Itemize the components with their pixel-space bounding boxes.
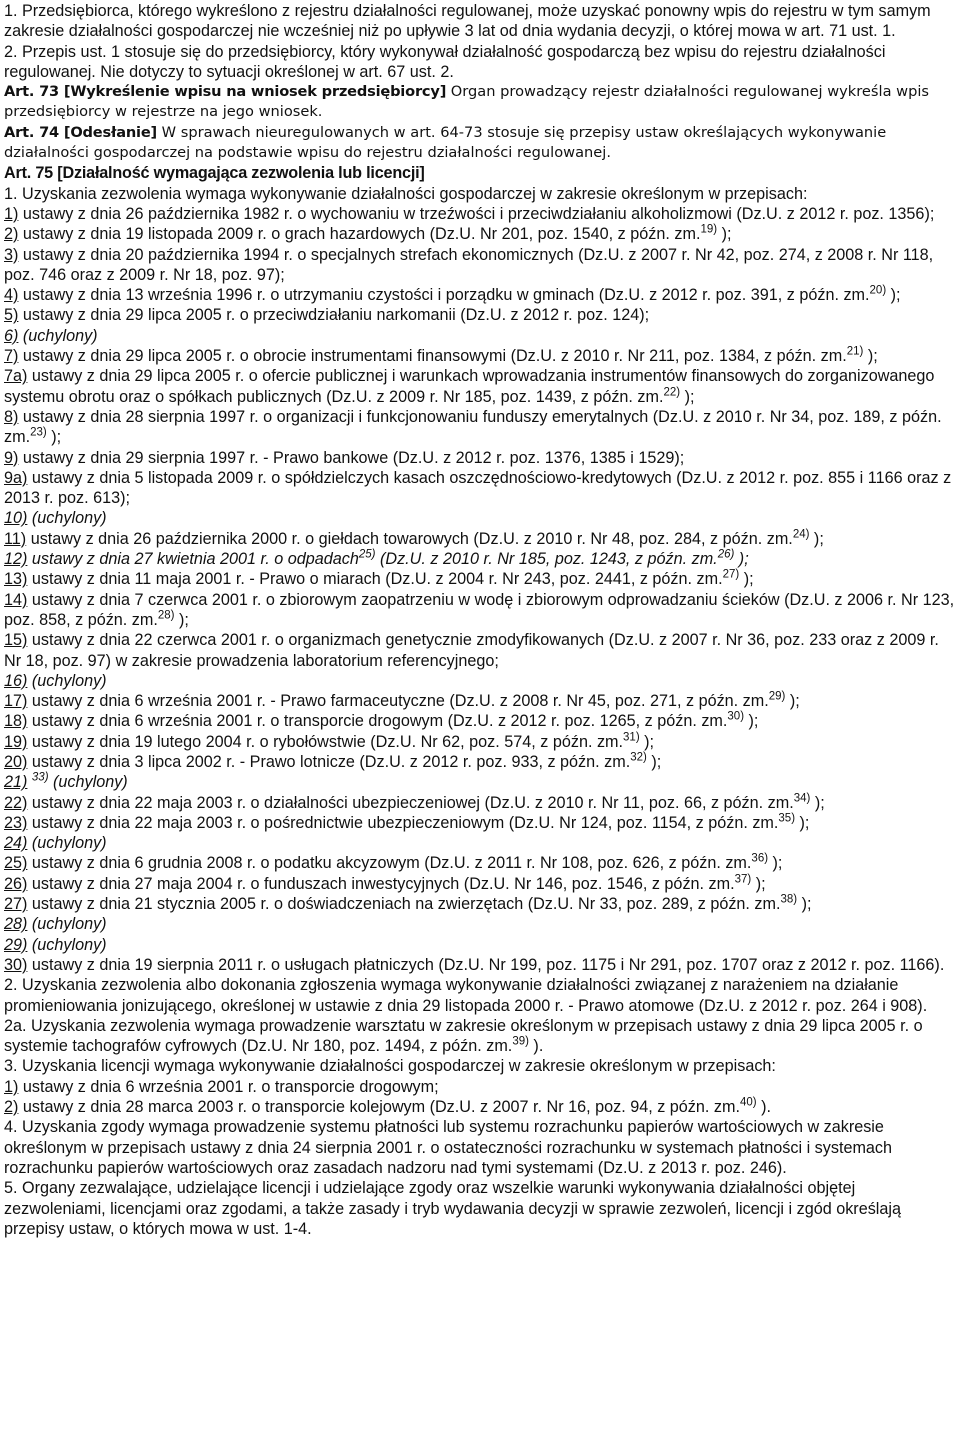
list-item-text-after: );: [768, 854, 783, 873]
list-item-text-after: );: [46, 428, 62, 447]
list-item-text: ustawy z dnia 27 kwietnia 2001 r. o odpadach: [27, 550, 359, 569]
list-item-text-after: );: [717, 225, 732, 244]
list-item-text: ustawy z dnia 6 września 2001 r. o transporcie drogowym (Dz.U. z 2012 r. poz. 1265, z późn. zm.: [27, 712, 728, 731]
list-item-text: ustawy z dnia 3 lipca 2002 r. - Prawo lotnicze (Dz.U. z 2012 r. poz. 933, z późn. zm.: [27, 752, 631, 771]
list-item-number: 16): [4, 671, 28, 690]
list-item-text: ustawy z dnia 22 czerwca 2001 r. o organizmach genetycznie zmodyfikowanych (Dz.U. z 2007 r. Nr 36, poz. 233 oraz z 2009 r. Nr 18, poz. 97) w zakresie prowadzenia laboratorium referencyjnego;: [4, 631, 939, 670]
footnote-ref: 31): [623, 731, 640, 744]
list-item-number: 12): [4, 550, 28, 569]
footnote-ref: 28): [157, 609, 175, 622]
article-75-ust-2: 2. Uzyskania zezwolenia albo dokonania zgłoszenia wymaga wykonywanie działalności związanej z narażeniem na działanie promieniowania jonizującego, określonej w ustawie z dnia 29 listopada 2000 r. - Prawo atomowe (Dz.U. z 2012 r. poz. 264 i 908).: [4, 976, 928, 1015]
list-item-text: ustawy z dnia 6 grudnia 2008 r. o podatku akcyzowym (Dz.U. z 2011 r. Nr 108, poz. 626, z późn. zm.: [27, 854, 752, 873]
article-75-ust-2a: [4, 1016, 956, 1057]
list-item: [4, 326, 956, 346]
list-item: [4, 813, 956, 833]
list-item: [4, 671, 956, 691]
list-item-number: 18): [4, 712, 28, 731]
list-item-number: 22): [4, 793, 28, 812]
list-item-text: (uchylony): [27, 509, 107, 528]
list-item-number: 28): [4, 915, 28, 934]
article-74-heading: Art. 74 [Odesłanie]: [4, 123, 158, 141]
list-item-text-after: (uchylony): [48, 773, 128, 792]
list-item: [4, 711, 956, 731]
article-75-ust-1-intro: 1. Uzyskania zezwolenia wymaga wykonywanie działalności gospodarczej w zakresie określonym w przepisach:: [4, 184, 808, 203]
list-item-text: ustawy z dnia 20 października 1994 r. o specjalnych strefach ekonomicznych (Dz.U. z 2007 r. Nr 42, poz. 274, z 2008 r. Nr 118, poz. 746 oraz z 2009 r. Nr 18, poz. 97);: [4, 245, 934, 284]
list-item: [4, 935, 956, 955]
footnote-ref: 26): [717, 548, 735, 561]
list-item-number: 3): [4, 245, 19, 264]
list-item-text-after: );: [174, 610, 189, 629]
list-item-number: 8): [4, 407, 19, 426]
list-item-text: ustawy z dnia 29 lipca 2005 r. o obrocie instrumentami finansowymi (Dz.U. z 2010 r. Nr 211, poz. 1384, z późn. zm.: [18, 347, 847, 366]
list-item-number: 23): [4, 813, 28, 832]
list-item-text-after: );: [744, 712, 759, 731]
list-item-number: 20): [4, 752, 28, 771]
list-item: [4, 752, 956, 772]
article-75-ust-4: 4. Uzyskania zgody wymaga prowadzenie systemu płatności lub systemu rozrachunku papierów wartościowych w zakresie określonym w przepisach ustawy z dnia 24 sierpnia 2001 r. o ostateczności rozrachunku w systemach płatności i systemach rozrachunku papierów wartościowych oraz zasadach nadzoru nad tymi systemami (Dz.U. z 2013 r. poz. 246).: [4, 1118, 893, 1177]
article-75-ust-1-list: [4, 204, 956, 975]
list-item-text: ustawy z dnia 28 sierpnia 1997 r. o organizacji i funkcjonowaniu funduszy emerytalnych (Dz.U. z 2010 r. Nr 34, poz. 189, z późn. zm.: [4, 407, 942, 447]
list-item: [4, 1097, 956, 1117]
footnote-ref: 34): [793, 792, 811, 805]
list-item: [4, 224, 956, 244]
list-item-number: 27): [4, 895, 28, 914]
footnote-ref: 36): [751, 853, 769, 866]
article-75-ust-3-intro: 3. Uzyskania licencji wymaga wykonywanie działalności gospodarczej w zakresie określonym w przepisach:: [4, 1057, 776, 1076]
list-item-text-after: );: [863, 347, 878, 366]
list-item-text: (uchylony): [18, 326, 98, 345]
list-item-number: 1): [4, 1077, 19, 1096]
list-item: [4, 285, 956, 305]
list-item-text-after: );: [639, 732, 655, 751]
article-75: [4, 163, 956, 183]
list-item-number: 2): [4, 1098, 19, 1117]
article-73: [4, 82, 956, 123]
list-item-number: 9a): [4, 468, 28, 487]
list-item: [4, 305, 956, 325]
list-item: [4, 630, 956, 671]
footnote-ref: 33): [31, 771, 49, 784]
list-item-text: (uchylony): [27, 935, 107, 954]
list-item-text: (uchylony): [27, 671, 107, 690]
list-item-text-after: ).: [756, 1098, 771, 1117]
list-item-number: 15): [4, 631, 28, 650]
list-item-text: ustawy z dnia 7 czerwca 2001 r. o zbiorowym zaopatrzeniu w wodę i zbiorowym odprowadzaniu ścieków (Dz.U. z 2006 r. Nr 123, poz. 858, z późn. zm.: [4, 590, 955, 629]
list-item-text: ustawy z dnia 29 lipca 2005 r. o przeciwdziałaniu narkomanii (Dz.U. z 2012 r. poz. 124);: [18, 306, 650, 325]
list-item-text: ustawy z dnia 28 marca 2003 r. o transporcie kolejowym (Dz.U. z 2007 r. Nr 16, poz. 94, z późn. zm.: [18, 1098, 740, 1117]
list-item-text: (uchylony): [27, 915, 107, 934]
list-item-text: ustawy z dnia 19 lutego 2004 r. o rybołówstwie (Dz.U. Nr 62, poz. 574, z późn. zm.: [27, 732, 624, 751]
footnote-ref: 22): [663, 386, 681, 399]
list-item: [4, 245, 956, 286]
list-item-text-after: );: [785, 692, 800, 711]
list-item: [4, 508, 956, 528]
list-item: [4, 366, 956, 407]
article-75-heading: Art. 75 [Działalność wymagająca zezwolenia lub licencji]: [4, 164, 425, 183]
footnote-ref: 23): [30, 426, 47, 439]
list-item: [4, 853, 956, 873]
list-item-text-after: (Dz.U. z 2010 r. Nr 185, poz. 1243, z późn. zm.: [375, 550, 718, 569]
list-item-text-after: );: [809, 529, 824, 548]
list-item-text: ustawy z dnia 21 stycznia 2005 r. o doświadczeniach na zwierzętach (Dz.U. Nr 33, poz. 289, z późn. zm.: [27, 895, 781, 914]
list-item-number: 25): [4, 854, 28, 873]
list-item-text-after: );: [810, 793, 825, 812]
list-item-text: (uchylony): [27, 834, 107, 853]
list-item-number: 10): [4, 509, 28, 528]
footnote-ref: 21): [846, 345, 864, 358]
list-item-number: 29): [4, 935, 28, 954]
list-item: [4, 793, 956, 813]
paragraph-ust-2: 2. Przepis ust. 1 stosuje się do przedsiębiorcy, który wykonywał działalność gospodarczą bez wpisu do rejestru działalności regulowanej. Nie dotyczy to sytuacji określonej w art. 67 ust. 2.: [4, 42, 886, 81]
list-item-text: ustawy z dnia 26 października 1982 r. o wychowaniu w trzeźwości i przeciwdziałaniu alkoholizmowi (Dz.U. z 2012 r. poz. 1356);: [18, 204, 935, 223]
list-item-number: 9): [4, 448, 19, 467]
list-item-number: 7): [4, 347, 19, 366]
footnote-ref: 24): [792, 528, 810, 541]
article-75-ust-5: 5. Organy zezwalające, udzielające licencji i udzielające zgody oraz wszelkie warunki wykonywania działalności objętej zezwoleniami, licencjami oraz zgodami, a także zasady i tryb wydawania decyzji w sprawie zezwoleń, licencji i zgód określają przepisy ustaw, o których mowa w ust. 1-4.: [4, 1179, 901, 1238]
list-item-text: ustawy z dnia 6 września 2001 r. - Prawo farmaceutyczne (Dz.U. z 2008 r. Nr 45, poz. 271, z późn. zm.: [27, 692, 769, 711]
list-item-text: ustawy z dnia 27 maja 2004 r. o funduszach inwestycyjnych (Dz.U. Nr 146, poz. 1546, z późn. zm.: [27, 874, 735, 893]
footnote-ref: 30): [727, 711, 745, 723]
footnote-ref: 29): [768, 690, 786, 703]
articles-73-74: [4, 82, 956, 163]
list-item-number: 1): [4, 204, 19, 223]
list-item: [4, 448, 956, 468]
list-item: [4, 529, 956, 549]
list-item: [4, 914, 956, 934]
list-item-text: ustawy z dnia 19 sierpnia 2011 r. o usługach płatniczych (Dz.U. Nr 199, poz. 1175 i Nr 291, poz. 1707 oraz z 2012 r. poz. 1166).: [27, 955, 945, 974]
footnote-ref: 35): [778, 812, 796, 825]
list-item-number: 13): [4, 570, 28, 589]
list-item-text: ustawy z dnia 11 maja 2001 r. - Prawo o miarach (Dz.U. z 2004 r. Nr 243, poz. 2441, z późn. zm.: [27, 570, 723, 589]
list-item: [4, 204, 956, 224]
list-item-number: 19): [4, 732, 28, 751]
list-item: [4, 772, 956, 792]
article-74: [4, 123, 956, 164]
list-item-text: ustawy z dnia 29 lipca 2005 r. o ofercie publicznej i warunkach wprowadzania instrumentów finansowych do zorganizowanego systemu obrotu oraz o spółkach publicznych (Dz.U. z 2009 r. Nr 185, poz. 1439, z późn. zm.: [4, 367, 935, 406]
list-item: [4, 1077, 956, 1097]
list-item-text: ustawy z dnia 22 maja 2003 r. o działalności ubezpieczeniowej (Dz.U. z 2010 r. Nr 11, poz. 66, z późn. zm.: [27, 793, 794, 812]
list-item-number: 5): [4, 306, 19, 325]
ust-2a-after: ).: [528, 1037, 544, 1056]
footnote-ref: 20): [869, 284, 887, 297]
footnote-ref: 25): [358, 548, 376, 561]
footnote-ref: 38): [780, 893, 798, 906]
footnote-ref: 27): [722, 568, 740, 581]
list-item-text-after: );: [886, 286, 901, 305]
list-item: [4, 346, 956, 366]
footnote-ref: 32): [630, 751, 647, 764]
list-item-text-after: );: [739, 570, 754, 589]
list-item-number: 24): [4, 834, 28, 853]
list-item-text: ustawy z dnia 13 września 1996 r. o utrzymaniu czystości i porządku w gminach (Dz.U. z 2012 r. poz. 391, z późn. zm.: [18, 286, 870, 305]
list-item-text: ustawy z dnia 19 listopada 2009 r. o grach hazardowych (Dz.U. Nr 201, poz. 1540, z późn. zm.: [18, 225, 701, 244]
article-73-body: Organ prowadzący rejestr działalności regulowanej wykreśla wpis przedsiębiorcy w rejestrze na jego wniosek.: [4, 83, 930, 121]
list-item: [4, 468, 956, 509]
footnote-ref: 37): [734, 873, 752, 886]
list-item-text: ustawy z dnia 26 października 2000 r. o giełdach towarowych (Dz.U. z 2010 r. Nr 48, poz. 284, z późn. zm.: [26, 529, 793, 548]
list-item-text-after: );: [797, 895, 812, 914]
list-item-text: ustawy z dnia 29 sierpnia 1997 r. - Prawo bankowe (Dz.U. z 2012 r. poz. 1376, 1385 i 1529);: [18, 448, 685, 467]
list-item-number: 2): [4, 225, 19, 244]
list-item: [4, 955, 956, 975]
list-item-number: 14): [4, 590, 28, 609]
list-item-number: 26): [4, 874, 28, 893]
list-item-text: ustawy z dnia 6 września 2001 r. o transporcie drogowym;: [18, 1077, 439, 1096]
list-item-text-after: );: [646, 752, 662, 771]
list-item-text-after: );: [734, 550, 749, 569]
ust-2a-text: 2a. Uzyskania zezwolenia wymaga prowadzenie warsztatu w zakresie określonym w przepisach ustawy z dnia 29 lipca 2005 r. o systemie tachografów cyfrowych (Dz.U. Nr 180, poz. 1494, z późn. zm.: [4, 1016, 923, 1056]
list-item-number: 4): [4, 286, 19, 305]
list-item: [4, 590, 956, 631]
footnote-ref: 40): [739, 1096, 757, 1109]
list-item-number: 11): [4, 529, 27, 548]
list-item-text-after: );: [795, 813, 810, 832]
list-item-number: 30): [4, 955, 28, 974]
list-item-number: 6): [4, 326, 19, 345]
list-item-number: 17): [4, 692, 28, 711]
list-item: [4, 833, 956, 853]
list-item: [4, 549, 956, 569]
article-75-ust-3-list: [4, 1077, 956, 1118]
list-item-text-after: );: [680, 387, 695, 406]
list-item-text: ustawy z dnia 5 listopada 2009 r. o spółdzielczych kasach oszczędnościowo-kredytowych (Dz.U. z 2012 r. poz. 855 i 1166 oraz z 2013 r. poz. 613);: [4, 468, 952, 508]
footnote-ref: 19): [700, 223, 718, 236]
list-item: [4, 894, 956, 914]
list-item: [4, 407, 956, 448]
footnote-ref: 39): [512, 1035, 529, 1048]
list-item: [4, 691, 956, 711]
list-item-number: 21): [4, 773, 28, 792]
paragraph-ust-1: 1. Przedsiębiorca, którego wykreślono z rejestru działalności regulowanej, może uzyskać ponowny wpis do rejestru w tym samym zakresie działalności gospodarczej nie wcześniej niż po upływie 3 lat od dnia wydania decyzji, o której mowa w art. 71 ust. 1.: [4, 2, 931, 41]
list-item: [4, 732, 956, 752]
legal-document: [4, 1, 956, 1239]
list-item: [4, 874, 956, 894]
list-item-text: ustawy z dnia 22 maja 2003 r. o pośrednictwie ubezpieczeniowym (Dz.U. Nr 124, poz. 1154, z późn. zm.: [27, 813, 779, 832]
list-item: [4, 569, 956, 589]
list-item-text-after: );: [751, 874, 766, 893]
list-item-number: 7a): [4, 367, 28, 386]
article-73-heading: Art. 73 [Wykreślenie wpisu na wniosek przedsiębiorcy]: [4, 83, 447, 101]
article-74-body: W sprawach nieuregulowanych w art. 64-73 stosuje się przepisy ustaw określających wykonywanie działalności gospodarczej na podstawie wpisu do rejestru działalności regulowanej.: [4, 123, 887, 162]
